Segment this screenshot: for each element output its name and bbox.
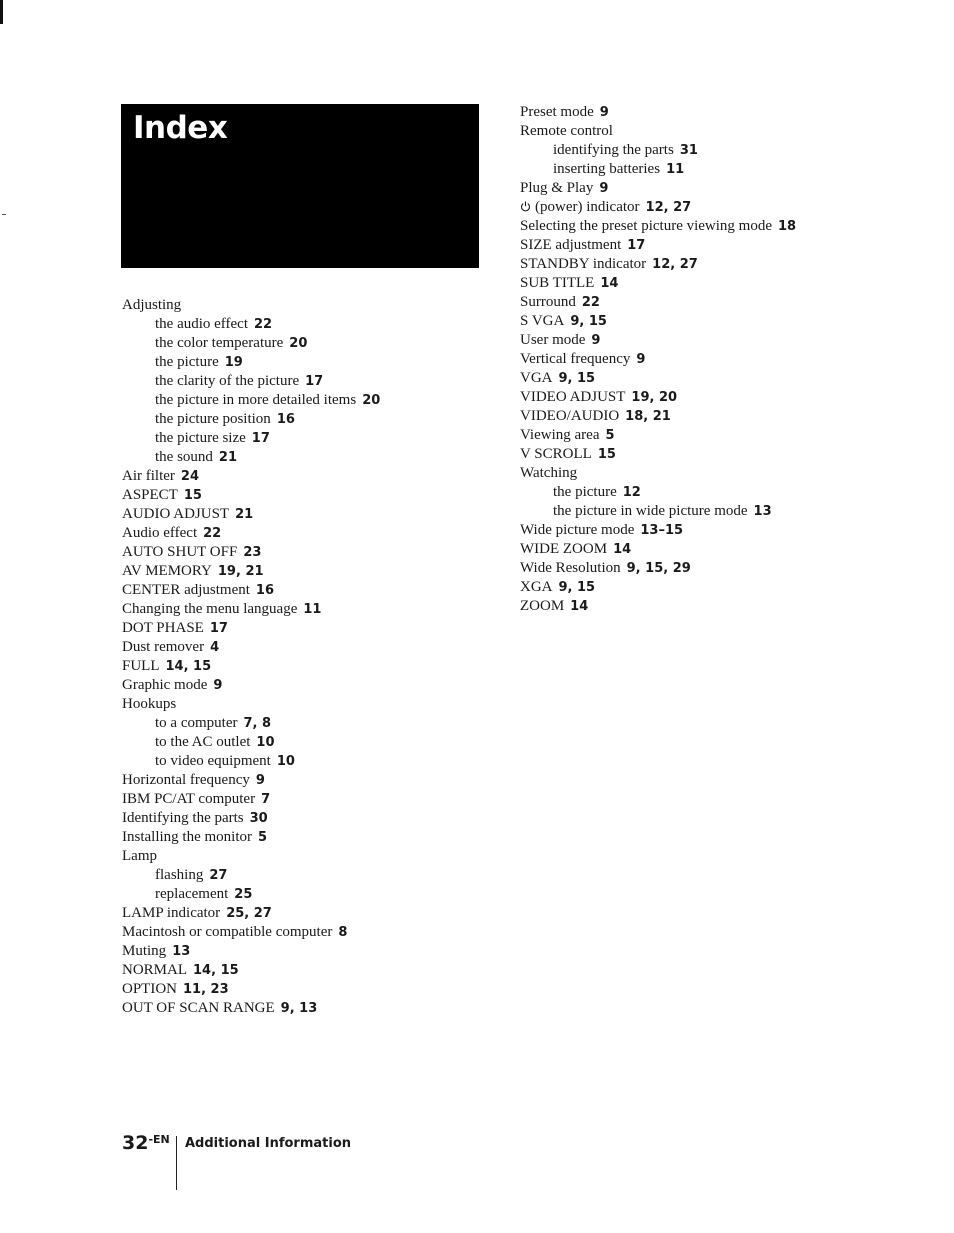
index-term: V SCROLL: [520, 446, 592, 462]
index-page-refs: 12: [622, 485, 641, 500]
index-term: User mode: [520, 332, 586, 348]
index-entry: [520, 179, 796, 198]
index-page-refs: 14: [570, 599, 589, 614]
index-term: ZOOM: [520, 598, 565, 614]
index-entry: [122, 847, 380, 866]
index-term: to a computer: [155, 715, 238, 731]
index-entry: [122, 904, 380, 923]
index-page-refs: 25: [234, 887, 253, 902]
index-page-refs: 18: [778, 219, 797, 234]
index-entry: [520, 217, 796, 236]
index-entry: [122, 771, 380, 790]
index-page-refs: 11: [303, 602, 322, 617]
index-page-refs: 5: [605, 428, 615, 443]
index-title-banner: [121, 104, 479, 268]
index-entry: [122, 353, 380, 372]
index-term: Remote control: [520, 123, 613, 139]
index-entry: [520, 255, 796, 274]
index-term: inserting batteries: [553, 161, 661, 177]
index-page-refs: 5: [257, 830, 268, 845]
index-term: to video equipment: [155, 753, 271, 769]
index-entry: [520, 369, 796, 388]
page-number: [122, 1132, 170, 1154]
index-page-refs: 9, 15: [558, 371, 596, 386]
index-entry: [520, 160, 796, 179]
index-page-refs: 11, 23: [183, 982, 229, 997]
index-entry: [520, 103, 796, 122]
index-entry: [122, 828, 380, 847]
index-entry: [122, 714, 380, 733]
index-term: OPTION: [122, 981, 177, 997]
index-page-refs: 9: [599, 181, 609, 196]
index-entry: [520, 426, 796, 445]
index-entry: [122, 429, 380, 448]
index-entry: [122, 961, 380, 980]
index-entry: [122, 790, 380, 809]
index-term: the clarity of the picture: [155, 373, 300, 389]
index-term: OUT OF SCAN RANGE: [122, 1000, 275, 1016]
index-term: STANDBY indicator: [520, 256, 647, 272]
index-page-refs: 9, 15: [570, 314, 607, 329]
index-term: Wide Resolution: [520, 560, 621, 576]
index-term: Identifying the parts: [122, 810, 244, 826]
index-term: Watching: [520, 465, 578, 481]
index-page-refs: 24: [180, 469, 199, 484]
index-term: CENTER adjustment: [122, 582, 250, 598]
index-page-refs: 13–15: [640, 523, 684, 538]
index-page-refs: 10: [276, 754, 295, 769]
index-page-refs: 12, 27: [652, 257, 698, 272]
index-column-left: [122, 296, 380, 1018]
index-entry: [520, 597, 796, 616]
index-term: the sound: [155, 449, 213, 465]
index-term: the picture in wide picture mode: [553, 503, 748, 519]
index-page-refs: 21: [218, 450, 238, 465]
index-page-refs: 15: [183, 488, 202, 503]
index-page-refs: 21: [235, 507, 254, 522]
index-term: Dust remover: [122, 639, 205, 655]
index-term: replacement: [155, 886, 229, 902]
index-entry: [122, 372, 380, 391]
index-term: VGA: [520, 370, 553, 386]
index-term: flashing: [155, 867, 204, 883]
index-page-refs: 17: [251, 431, 270, 446]
index-page-refs: 31: [679, 143, 698, 158]
index-page-refs: 9: [255, 773, 265, 788]
index-page-refs: 14: [600, 276, 619, 291]
index-entry: [520, 236, 796, 255]
index-term: WIDE ZOOM: [520, 541, 608, 557]
index-term: Hookups: [122, 696, 177, 712]
index-page-refs: 19, 21: [217, 564, 264, 579]
index-page-refs: 22: [254, 317, 273, 332]
index-entry: [122, 923, 380, 942]
index-page-refs: 22: [203, 526, 222, 541]
index-entry: [122, 486, 380, 505]
index-term: Horizontal frequency: [122, 772, 250, 788]
index-entry: [122, 581, 380, 600]
index-term: the picture: [553, 484, 617, 500]
index-entry: [122, 448, 380, 467]
index-entry: [520, 540, 796, 559]
index-page-refs: 18, 21: [625, 409, 671, 424]
index-page-refs: 12, 27: [645, 200, 692, 215]
page-number-suffix: -EN: [148, 1133, 170, 1146]
index-page-refs: 15: [597, 447, 616, 462]
index-term: Wide picture mode: [520, 522, 635, 538]
index-term: Installing the monitor: [122, 829, 252, 845]
index-page-refs: 23: [243, 545, 262, 560]
index-entry: [122, 695, 380, 714]
index-term: Muting: [122, 943, 167, 959]
index-page-refs: 13: [172, 944, 191, 959]
index-entry: [122, 885, 380, 904]
index-term: XGA: [520, 579, 553, 595]
index-term: (power) indicator: [535, 199, 640, 215]
index-page-refs: 17: [627, 238, 646, 253]
index-page-refs: 30: [249, 811, 268, 826]
margin-tick: [2, 214, 6, 215]
index-page-refs: 9, 15, 29: [626, 561, 691, 576]
index-entry: [122, 391, 380, 410]
index-entry: [520, 274, 796, 293]
index-term: LAMP indicator: [122, 905, 221, 921]
scan-corner-mark: [0, 0, 3, 24]
index-term: the picture position: [155, 411, 271, 427]
index-entry: [122, 980, 380, 999]
index-entry: [520, 521, 796, 540]
index-page-refs: 27: [209, 868, 228, 883]
index-term: identifying the parts: [553, 142, 674, 158]
index-entry: [122, 334, 380, 353]
index-entry: [122, 562, 380, 581]
index-entry: [520, 141, 796, 160]
index-entry: [122, 676, 380, 695]
index-term: S VGA: [520, 313, 565, 329]
index-entry: [122, 467, 380, 486]
index-entry: [122, 315, 380, 334]
index-term: Viewing area: [520, 427, 600, 443]
index-entry: [122, 942, 380, 961]
index-page-refs: 19, 20: [631, 390, 678, 405]
index-entry: [520, 578, 796, 597]
index-term: Plug & Play: [520, 180, 594, 196]
index-entry: [122, 657, 380, 676]
index-entry: [520, 483, 796, 502]
index-entry: [122, 733, 380, 752]
index-term: Changing the menu language: [122, 601, 298, 617]
index-page-refs: 9: [636, 352, 646, 367]
index-term: AUDIO ADJUST: [122, 506, 230, 522]
index-page-refs: 20: [289, 336, 308, 351]
index-entry: [122, 619, 380, 638]
page-title: Index: [133, 110, 228, 146]
index-term: AV MEMORY: [122, 563, 212, 579]
index-entry: [520, 388, 796, 407]
index-entry: [520, 312, 796, 331]
index-entry: [122, 638, 380, 657]
index-entry: [122, 809, 380, 828]
index-entry: [520, 502, 796, 521]
index-page-refs: 7, 8: [243, 716, 272, 731]
index-entry: [520, 198, 796, 217]
index-entry: [520, 407, 796, 426]
index-term: VIDEO ADJUST: [520, 389, 626, 405]
index-page-refs: 22: [581, 295, 600, 310]
index-entry: [520, 293, 796, 312]
index-page-refs: 9: [591, 333, 601, 348]
index-page-refs: 11: [666, 162, 685, 177]
page-number-value: 32: [122, 1132, 149, 1154]
index-term: Lamp: [122, 848, 157, 864]
index-page-refs: 9, 15: [558, 580, 596, 595]
index-term: the audio effect: [155, 316, 249, 332]
index-entry: [122, 600, 380, 619]
index-page-refs: 9, 13: [280, 1001, 318, 1016]
index-term: Macintosh or compatible computer: [122, 924, 333, 940]
index-page-refs: 14, 15: [165, 659, 212, 674]
index-page-refs: 16: [255, 583, 274, 598]
index-entry: [520, 331, 796, 350]
index-page-refs: 14: [613, 542, 632, 557]
section-label: Additional Information: [185, 1136, 352, 1151]
index-term: the picture in more detailed items: [155, 392, 357, 408]
index-term: the color temperature: [155, 335, 284, 351]
index-term: Vertical frequency: [520, 351, 631, 367]
index-term: ASPECT: [122, 487, 178, 503]
index-page-refs: 9: [213, 678, 223, 693]
index-entry: [122, 505, 380, 524]
index-column-right: [520, 103, 796, 616]
index-page-refs: 14, 15: [193, 963, 239, 978]
index-entry: [520, 464, 796, 483]
index-term: Air filter: [122, 468, 175, 484]
index-term: IBM PC/AT computer: [122, 791, 256, 807]
index-entry: [122, 410, 380, 429]
index-page-refs: 17: [305, 374, 324, 389]
index-page-refs: 9: [599, 105, 609, 120]
index-term: DOT PHASE: [122, 620, 204, 636]
index-entry: [122, 999, 380, 1018]
index-term: Preset mode: [520, 104, 594, 120]
index-term: Adjusting: [122, 297, 182, 313]
index-term: Selecting the preset picture viewing mode: [520, 218, 773, 234]
index-page-refs: 4: [210, 640, 220, 655]
index-entry: [122, 543, 380, 562]
index-page-refs: 19: [224, 355, 243, 370]
index-page-refs: 13: [753, 504, 772, 519]
index-term: NORMAL: [122, 962, 188, 978]
index-page-refs: 7: [261, 792, 271, 807]
index-entry: [122, 296, 380, 315]
index-page-refs: 20: [362, 393, 381, 408]
index-term: FULL: [122, 658, 160, 674]
index-entry: [520, 445, 796, 464]
index-entry: [520, 122, 796, 141]
index-term: SUB TITLE: [520, 275, 595, 291]
index-term: Surround: [520, 294, 576, 310]
index-entry: [122, 752, 380, 771]
index-entry: [122, 866, 380, 885]
index-term: the picture: [155, 354, 219, 370]
footer-divider: [176, 1136, 177, 1190]
index-term: Audio effect: [122, 525, 198, 541]
index-page-refs: 25, 27: [226, 906, 272, 921]
index-term: Graphic mode: [122, 677, 208, 693]
index-entry: [520, 350, 796, 369]
index-term: SIZE adjustment: [520, 237, 622, 253]
index-term: VIDEO/AUDIO: [520, 408, 620, 424]
index-page-refs: 8: [338, 925, 348, 940]
index-term: AUTO SHUT OFF: [122, 544, 238, 560]
index-entry: [122, 524, 380, 543]
index-term: the picture size: [155, 430, 246, 446]
index-page-refs: 17: [209, 621, 228, 636]
index-page-refs: 10: [256, 735, 275, 750]
power-icon: [520, 199, 531, 210]
index-entry: [520, 559, 796, 578]
index-term: to the AC outlet: [155, 734, 251, 750]
index-page-refs: 16: [276, 412, 295, 427]
